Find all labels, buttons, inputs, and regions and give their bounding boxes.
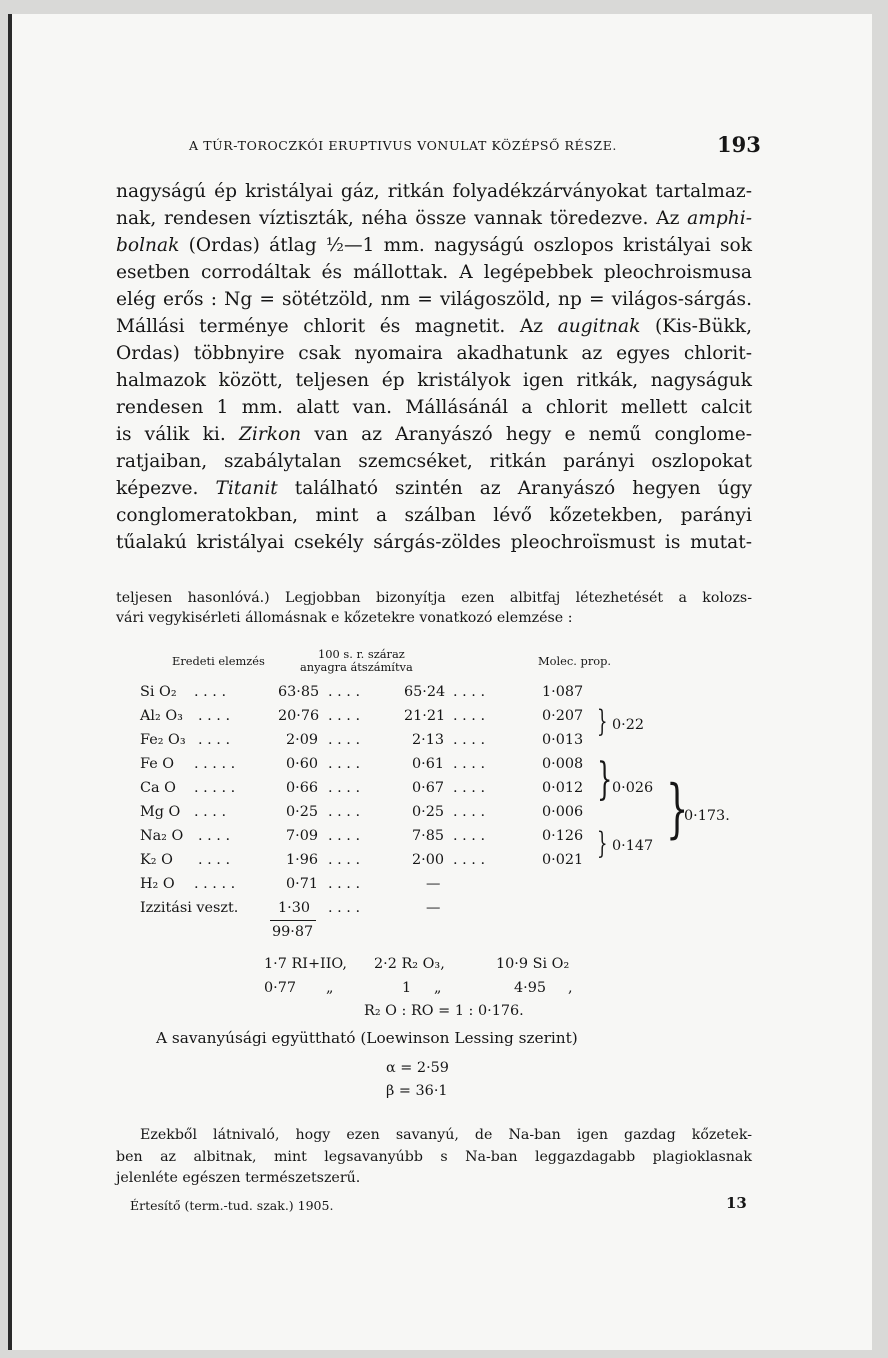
body-line-3: bolnak (Ordas) átlag ½—1 mm. nagyságú oszlopos kristályai sok: [116, 235, 752, 256]
body-line-5: elég erős : Ng = sötétzöld, nm = világoszöld, np = világos-sárgás.: [116, 289, 752, 310]
body-line-11: ratjaiban, szabálytalan szemcséket, ritkán parányi oszlopokat: [116, 451, 752, 472]
row-leader: . . . .: [198, 828, 231, 844]
row-dry: 21·21: [404, 708, 446, 724]
sum-total: 0·173.: [684, 808, 730, 824]
body-line-12: képezve. Titanit található szintén az Aranyászó hegyen úgy: [116, 478, 752, 499]
row-oxide-label: Izzitási veszt.: [140, 900, 239, 916]
row-leader: . . . .: [453, 852, 486, 868]
beta-value: β = 36·1: [386, 1083, 448, 1099]
row-oxide-label: Na₂ O: [140, 828, 184, 844]
formula-ratio-3: 4·95: [514, 980, 547, 996]
conclusion-line-2: ben az albitnak, mint legsavanyúbb s Na-ban leggazdagabb plagioklasnak: [116, 1149, 752, 1165]
row-orig: 2·09: [286, 732, 319, 748]
row-orig: 0·25: [286, 804, 319, 820]
alpha-value: α = 2·59: [386, 1060, 449, 1076]
row-leader: . . . .: [453, 780, 486, 796]
footer-source: Értesítő (term.-tud. szak.) 1905.: [130, 1198, 334, 1213]
row-orig: 0·71: [286, 876, 319, 892]
row-mol: 0·012: [542, 780, 584, 796]
sum-na-k: 0·147: [612, 838, 654, 854]
row-leader: . . . . .: [194, 780, 236, 796]
row-dry: —: [426, 900, 441, 916]
brace-al-fe: }: [597, 704, 608, 739]
row-leader: . . . .: [328, 900, 361, 916]
row-oxide-label: Si O₂: [140, 684, 177, 700]
formula-ratio-2: 1: [402, 980, 412, 996]
body-line-7: Ordas) többnyire csak nyomaira akadhatunk az egyes chlorit-: [116, 343, 752, 364]
sum-rule: [270, 920, 316, 921]
body-line-10: is válik ki. Zirkon van az Aranyászó hegy e nemű conglome-: [116, 424, 753, 445]
col-header-dry-2: anyagra átszámítva: [300, 660, 413, 674]
body-line-8: halmazok között, teljesen ép kristályok igen ritkák, nagyságuk: [116, 370, 752, 391]
row-leader: . . . . .: [194, 876, 236, 892]
row-mol: 0·013: [542, 732, 584, 748]
row-orig: 0·60: [286, 756, 319, 772]
col-header-molec: Molec. prop.: [538, 654, 612, 668]
body-line-2: nak, rendesen víztiszták, néha össze vannak töredezve. Az amphi-: [116, 208, 752, 229]
row-dry: 2·00: [412, 852, 445, 868]
row-orig: 0·66: [286, 780, 319, 796]
footer-signature: 13: [726, 1194, 747, 1212]
formula-sio2: 10·9 Si O₂: [496, 956, 570, 972]
row-leader: . . . .: [453, 732, 486, 748]
row-oxide-label: Ca O: [140, 780, 176, 796]
formula-ditto: „: [326, 980, 334, 996]
row-mol: 0·021: [542, 852, 584, 868]
row-oxide-label: Al₂ O₃: [140, 708, 183, 724]
row-leader: . . . .: [328, 828, 361, 844]
row-dry: 7·85: [412, 828, 445, 844]
row-dry: —: [426, 876, 441, 892]
body-line-9: rendesen 1 mm. alatt van. Mállásánál a chlorit mellett calcit: [116, 397, 752, 418]
page: [8, 14, 872, 1350]
row-orig: 7·09: [286, 828, 319, 844]
row-leader: . . . .: [328, 852, 361, 868]
row-leader: . . . .: [198, 732, 231, 748]
row-orig: 63·85: [278, 684, 320, 700]
col-header-dry-1: 100 s. r. száraz: [318, 647, 405, 661]
row-dry: 0·25: [412, 804, 445, 820]
ratio-line: R₂ O : RO = 1 : 0·176.: [364, 1003, 524, 1019]
row-dry: 65·24: [404, 684, 446, 700]
row-leader: . . . .: [194, 804, 227, 820]
row-orig: 20·76: [278, 708, 320, 724]
row-leader: . . . .: [328, 756, 361, 772]
row-mol: 0·126: [542, 828, 584, 844]
row-leader: . . . .: [198, 708, 231, 724]
formula-ratio-1: 0·77: [264, 980, 297, 996]
row-mol: 0·006: [542, 804, 584, 820]
row-mol: 0·008: [542, 756, 584, 772]
body-line-4: esetben corrodáltak és mállottak. A legépebbek pleochroismusa: [116, 262, 752, 283]
intro-line-1: teljesen hasonlóvá.) Legjobban bizonyítja ezen albitfaj létezhetését a kolozs-: [116, 590, 752, 606]
row-dry: 2·13: [412, 732, 445, 748]
col-header-original: Eredeti elemzés: [172, 654, 265, 668]
sum-al-fe: 0·22: [612, 717, 645, 733]
row-leader: . . . .: [328, 708, 361, 724]
brace-ca-mg: }: [597, 754, 613, 805]
row-oxide-label: Fe O: [140, 756, 175, 772]
body-line-14: tűalakú kristályai csekély sárgás-zöldes pleochroïsmust is mutat-: [116, 532, 752, 553]
brace-total: }: [666, 772, 689, 846]
intro-line-2: vári vegykisérleti állomásnak e kőzetekre vonatkozó elemzése :: [116, 610, 573, 626]
page-number: 193: [717, 132, 761, 157]
coefficient-heading: A savanyúsági együttható (Loewinson Lessing szerint): [156, 1029, 578, 1047]
row-leader: . . . .: [328, 732, 361, 748]
row-dry: 0·67: [412, 780, 445, 796]
analysis-total: 99·87: [272, 924, 314, 940]
row-leader: . . . .: [194, 684, 227, 700]
row-leader: . . . .: [453, 684, 486, 700]
formula-ditto: „: [434, 980, 442, 996]
row-oxide-label: K₂ O: [140, 852, 173, 868]
body-line-1: nagyságú ép kristályai gáz, ritkán folyadékzárványokat tartalmaz-: [116, 181, 752, 202]
row-oxide-label: Mg O: [140, 804, 181, 820]
conclusion-line-1: Ezekből látnivaló, hogy ezen savanyú, de Na-ban igen gazdag kőzetek-: [140, 1127, 752, 1143]
formula-r-oxide: 1·7 RI+IIO,: [264, 956, 347, 972]
formula-comma: ,: [568, 980, 573, 996]
row-leader: . . . . .: [194, 756, 236, 772]
conclusion-line-3: jelenléte egészen természetszerű.: [116, 1170, 361, 1186]
row-oxide-label: H₂ O: [140, 876, 175, 892]
formula-r2o3: 2·2 R₂ O₃,: [374, 956, 445, 972]
row-leader: . . . .: [328, 804, 361, 820]
brace-na-k: }: [597, 826, 608, 861]
row-leader: . . . .: [453, 828, 486, 844]
row-leader: . . . .: [198, 852, 231, 868]
row-leader: . . . .: [453, 708, 486, 724]
body-line-13: conglomeratokban, mint a szálban lévő kőzetekben, parányi: [116, 505, 752, 526]
body-line-6: Mállási terménye chlorit és magnetit. Az augitnak (Kis-Bükk,: [116, 316, 752, 337]
row-orig: 1·96: [286, 852, 319, 868]
row-orig: 1·30: [278, 900, 311, 916]
row-leader: . . . .: [328, 876, 361, 892]
row-leader: . . . .: [453, 804, 486, 820]
page-edge: [8, 14, 12, 1350]
row-oxide-label: Fe₂ O₃: [140, 732, 186, 748]
sum-ca-mg: 0·026: [612, 780, 654, 796]
row-mol: 1·087: [542, 684, 584, 700]
row-leader: . . . .: [328, 684, 361, 700]
row-leader: . . . .: [328, 780, 361, 796]
row-dry: 0·61: [412, 756, 445, 772]
row-leader: . . . .: [453, 756, 486, 772]
row-mol: 0·207: [542, 708, 584, 724]
running-title: A TÚR-TOROCZKÓI ERUPTIVUS VONULAT KÖZÉPSŐ RÉSZE.: [189, 138, 617, 153]
